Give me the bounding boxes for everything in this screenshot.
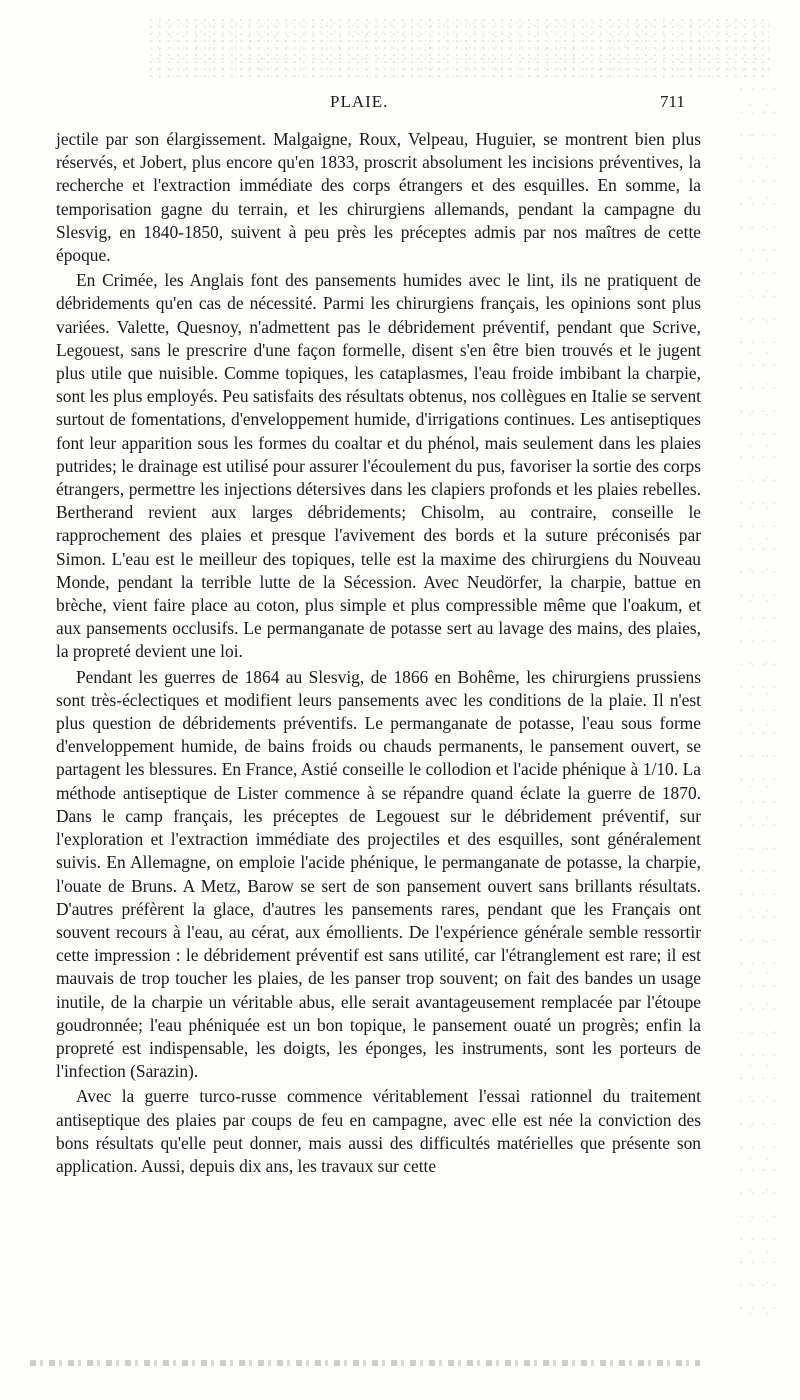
- scan-noise-top: [150, 18, 770, 78]
- scan-noise-bottom: [30, 1360, 700, 1366]
- page-number: 711: [660, 92, 685, 111]
- paragraph-4: Avec la guerre turco-russe commence véritablement l'essai rationnel du traitement antiseptique des plaies par coups de feu en campagne, avec elle est née la conviction des bons résultats qu'elle peut donner, mais aussi des difficultés matérielles que présente son application. Aussi, depuis dix ans, les travaux sur cette: [56, 1086, 701, 1176]
- paragraph-1: jectile par son élargissement. Malgaigne, Roux, Velpeau, Huguier, se montrent bien plus réservés, et Jobert, plus encore qu'en 1833, proscrit absolument les incisions préventives, la recherche et l'extraction immédiate des corps étrangers et des esquilles. En somme, la temporisation gagne du terrain, et les chirurgiens allemands, pendant la campagne du Slesvig, en 1840-1850, suivent à peu près les préceptes admis par nos maîtres de cette époque.: [56, 129, 701, 266]
- body-text: [56, 128, 701, 1180]
- scan-noise-right-margin: [738, 80, 783, 1320]
- paragraph-3: Pendant les guerres de 1864 au Slesvig, de 1866 en Bohême, les chirurgiens prussiens sont très-éclectiques et modifient leurs pansements avec les conditions de la plaie. Il n'est plus question de débridements préventifs. Le permanganate de potasse, l'eau sous forme d'enveloppement humide, de bains froids ou chauds permanents, le pansement ouvert, se partagent les blessures. En France, Astié conseille le collodion et l'acide phénique à 1/10. La méthode antiseptique de Lister commence à se répandre quand éclate la guerre de 1870. Dans le camp français, les préceptes de Legouest sur le débridement préventif, sur l'exploration et l'extraction immédiate des projectiles et des esquilles, sont généralement suivis. En Allemagne, on emploie l'acide phénique, le permanganate de potasse, la charpie, l'ouate de Bruns. A Metz, Barow se sert de son pansement ouvert sans brillants résultats. D'autres préfèrent la glace, d'autres les pansements rares, pendant que les Français ont souvent recours à l'eau, au cérat, aux émollients. De l'expérience générale semble ressortir cette impression : le débridement préventif est sans utilité, car l'étranglement est rare; il est mauvais de trop toucher les plaies, de les panser trop souvent; on fait des bandes un usage inutile, de la charpie un véritable abus, elle serait avantageusement remplacée par l'étoupe goudronnée; l'eau phéniquée est un bon topique, le pansement ouaté un progrès; enfin la propreté est indispensable, les doigts, les éponges, les instruments, sont les porteurs de l'infection (Sarazin).: [56, 666, 701, 1082]
- paragraph-2: En Crimée, les Anglais font des pansements humides avec le lint, ils ne pratiquent de débridements qu'en cas de nécessité. Parmi les chirurgiens français, les opinions sont plus variées. Valette, Quesnoy, n'admettent pas le débridement préventif, pendant que Scrive, Legouest, sans le prescrire d'une façon formelle, disent s'en être bien trouvés et le jugent plus utile que nuisible. Comme topiques, les cataplasmes, l'eau froide imbibant la charpie, sont les plus employés. Peu satisfaits des résultats obtenus, nos collègues en Italie se servent surtout de fomentations, d'enveloppement humide, d'irrigations continues. Les antiseptiques font leur apparition sous les formes du coaltar et du phénol, mais seulement dans les plaies putrides; le drainage est utilisé pour assurer l'écoulement du pus, favoriser la sortie des corps étrangers, permettre les injections détersives dans les clapiers profonds et les plaies rebelles. Bertherand revient aux larges débridements; Chisolm, au contraire, conseille le rapprochement des plaies et presque l'avivement des bords et la suture préconisés par Simon. L'eau est le meilleur des topiques, telle est la maxime des chirurgiens du Nouveau Monde, pendant la terrible lutte de la Sécession. Avec Neudörfer, la charpie, battue en brèche, vient faire place au coton, plus simple et plus compressible même que l'oakum, et aux pansements occlusifs. Le permanganate de potasse sert au lavage des mains, des plaies, la propreté devient une loi.: [56, 270, 701, 662]
- running-head: PLAIE.: [330, 92, 389, 111]
